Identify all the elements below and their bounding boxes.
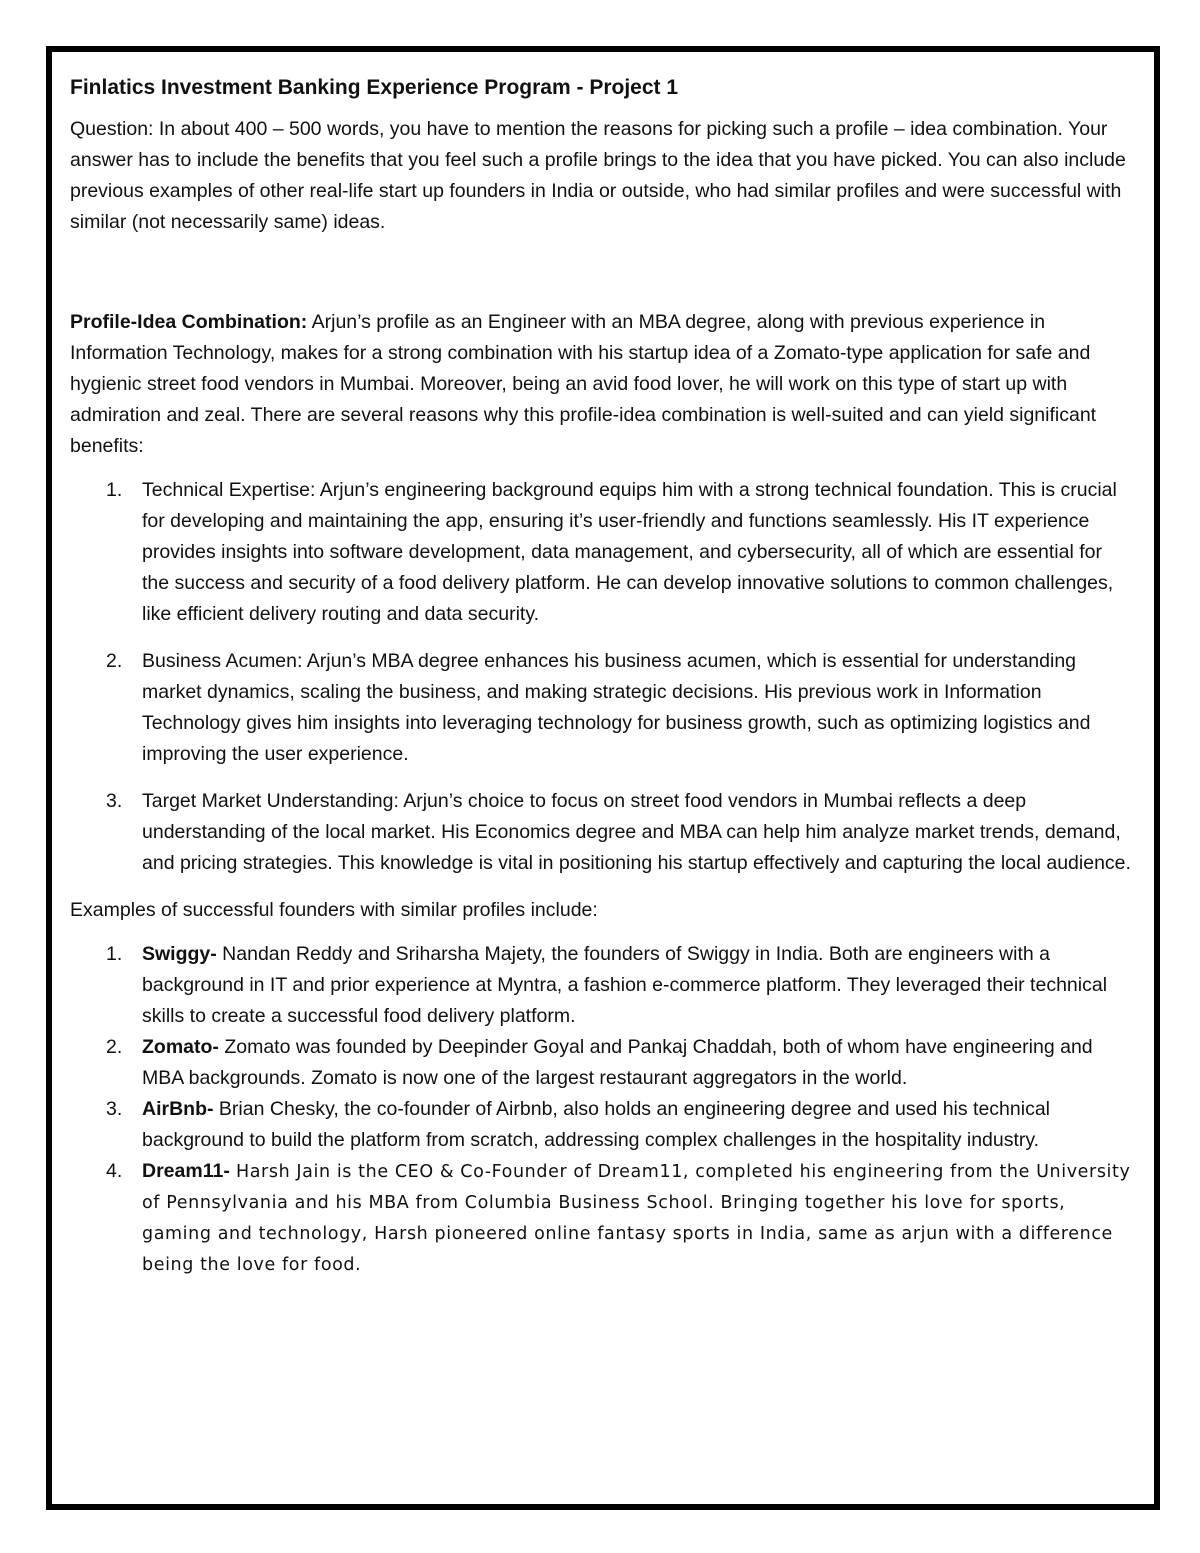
founders-list — [70, 939, 1132, 1280]
document-body — [70, 72, 1132, 1280]
founder-company: Zomato- — [142, 1036, 219, 1058]
reason-text: Target Market Understanding: Arjun’s choice to focus on street food vendors in Mumbai reflects a deep understanding of the local market. His Economics degree and MBA can help him analyze market trends, demand, and pricing strategies. This knowledge is vital in positioning his startup effectively and capturing the local audience. — [142, 790, 1131, 874]
founder-text: Harsh Jain is the CEO & Co-Founder of Dream11, completed his engineering from the University of Pennsylvania and his MBA from Columbia Business School. Bringing together his love for sports, gaming and technology, Harsh pioneered online fantasy sports in India, same as arjun with a difference being the love for food. — [142, 1162, 1131, 1275]
founder-company: Swiggy- — [142, 943, 217, 965]
list-number: 3. — [106, 1098, 123, 1120]
list-number: 2. — [106, 1036, 123, 1058]
combination-label: Profile-Idea Combination: — [70, 311, 308, 333]
reason-text: Technical Expertise: Arjun’s engineering background equips him with a strong technical foundation. This is crucial for developing and maintaining the app, ensuring it’s user-friendly and functions seamlessly. His IT experience provides insights into software development, data management, and cybersecurity, all of which are essential for the success and security of a food delivery platform. He can develop innovative solutions to common challenges, like efficient delivery routing and data security. — [142, 479, 1117, 625]
list-number: 1. — [106, 479, 123, 501]
list-item — [70, 939, 1132, 1032]
list-item — [70, 646, 1132, 770]
founder-company: AirBnb- — [142, 1098, 214, 1120]
examples-intro: Examples of successful founders with similar profiles include: — [70, 899, 598, 921]
question-paragraph: Question: In about 400 – 500 words, you have to mention the reasons for picking such a profile – idea combination. Your answer has to include the benefits that you feel such a profile brings to the idea that you have picked. You can also include previous examples of other real-life start up founders in India or outside, who had similar profiles and were successful with similar (not necessarily same) ideas. — [70, 118, 1126, 233]
list-item — [70, 1156, 1132, 1280]
founder-company: Dream11- — [142, 1160, 230, 1182]
list-item — [70, 1094, 1132, 1156]
list-item — [70, 786, 1132, 879]
founder-text: Zomato was founded by Deepinder Goyal and Pankaj Chaddah, both of whom have engineering and MBA backgrounds. Zomato is now one of the largest restaurant aggregators in the world. — [142, 1036, 1093, 1089]
list-number: 3. — [106, 790, 123, 812]
list-number: 2. — [106, 650, 123, 672]
reason-text: Business Acumen: Arjun’s MBA degree enhances his business acumen, which is essential for understanding market dynamics, scaling the business, and making strategic decisions. His previous work in Information Technology gives him insights into leveraging technology for business growth, such as optimizing logistics and improving the user experience. — [142, 650, 1091, 765]
list-item — [70, 1032, 1132, 1094]
list-item — [70, 475, 1132, 630]
combination-text: Arjun’s profile as an Engineer with an MBA degree, along with previous experience in Information Technology, makes for a strong combination with his startup idea of a Zomato-type application for safe and hygienic street food vendors in Mumbai. Moreover, being an avid food lover, he will work on this type of start up with admiration and zeal. There are several reasons why this profile-idea combination is well-suited and can yield significant benefits: — [70, 311, 1097, 457]
founder-text: Brian Chesky, the co-founder of Airbnb, also holds an engineering degree and used his technical background to build the platform from scratch, addressing complex challenges in the hospitality industry. — [142, 1098, 1051, 1151]
combination-paragraph — [70, 307, 1132, 462]
reasons-list — [70, 475, 1132, 879]
list-number: 4. — [106, 1160, 123, 1182]
document-title: Finlatics Investment Banking Experience Program - Project 1 — [70, 76, 679, 99]
list-number: 1. — [106, 943, 123, 965]
founder-text: Nandan Reddy and Sriharsha Majety, the founders of Swiggy in India. Both are engineers with a background in IT and prior experience at Myntra, a fashion e-commerce platform. They leveraged their technical skills to create a successful food delivery platform. — [142, 943, 1108, 1027]
